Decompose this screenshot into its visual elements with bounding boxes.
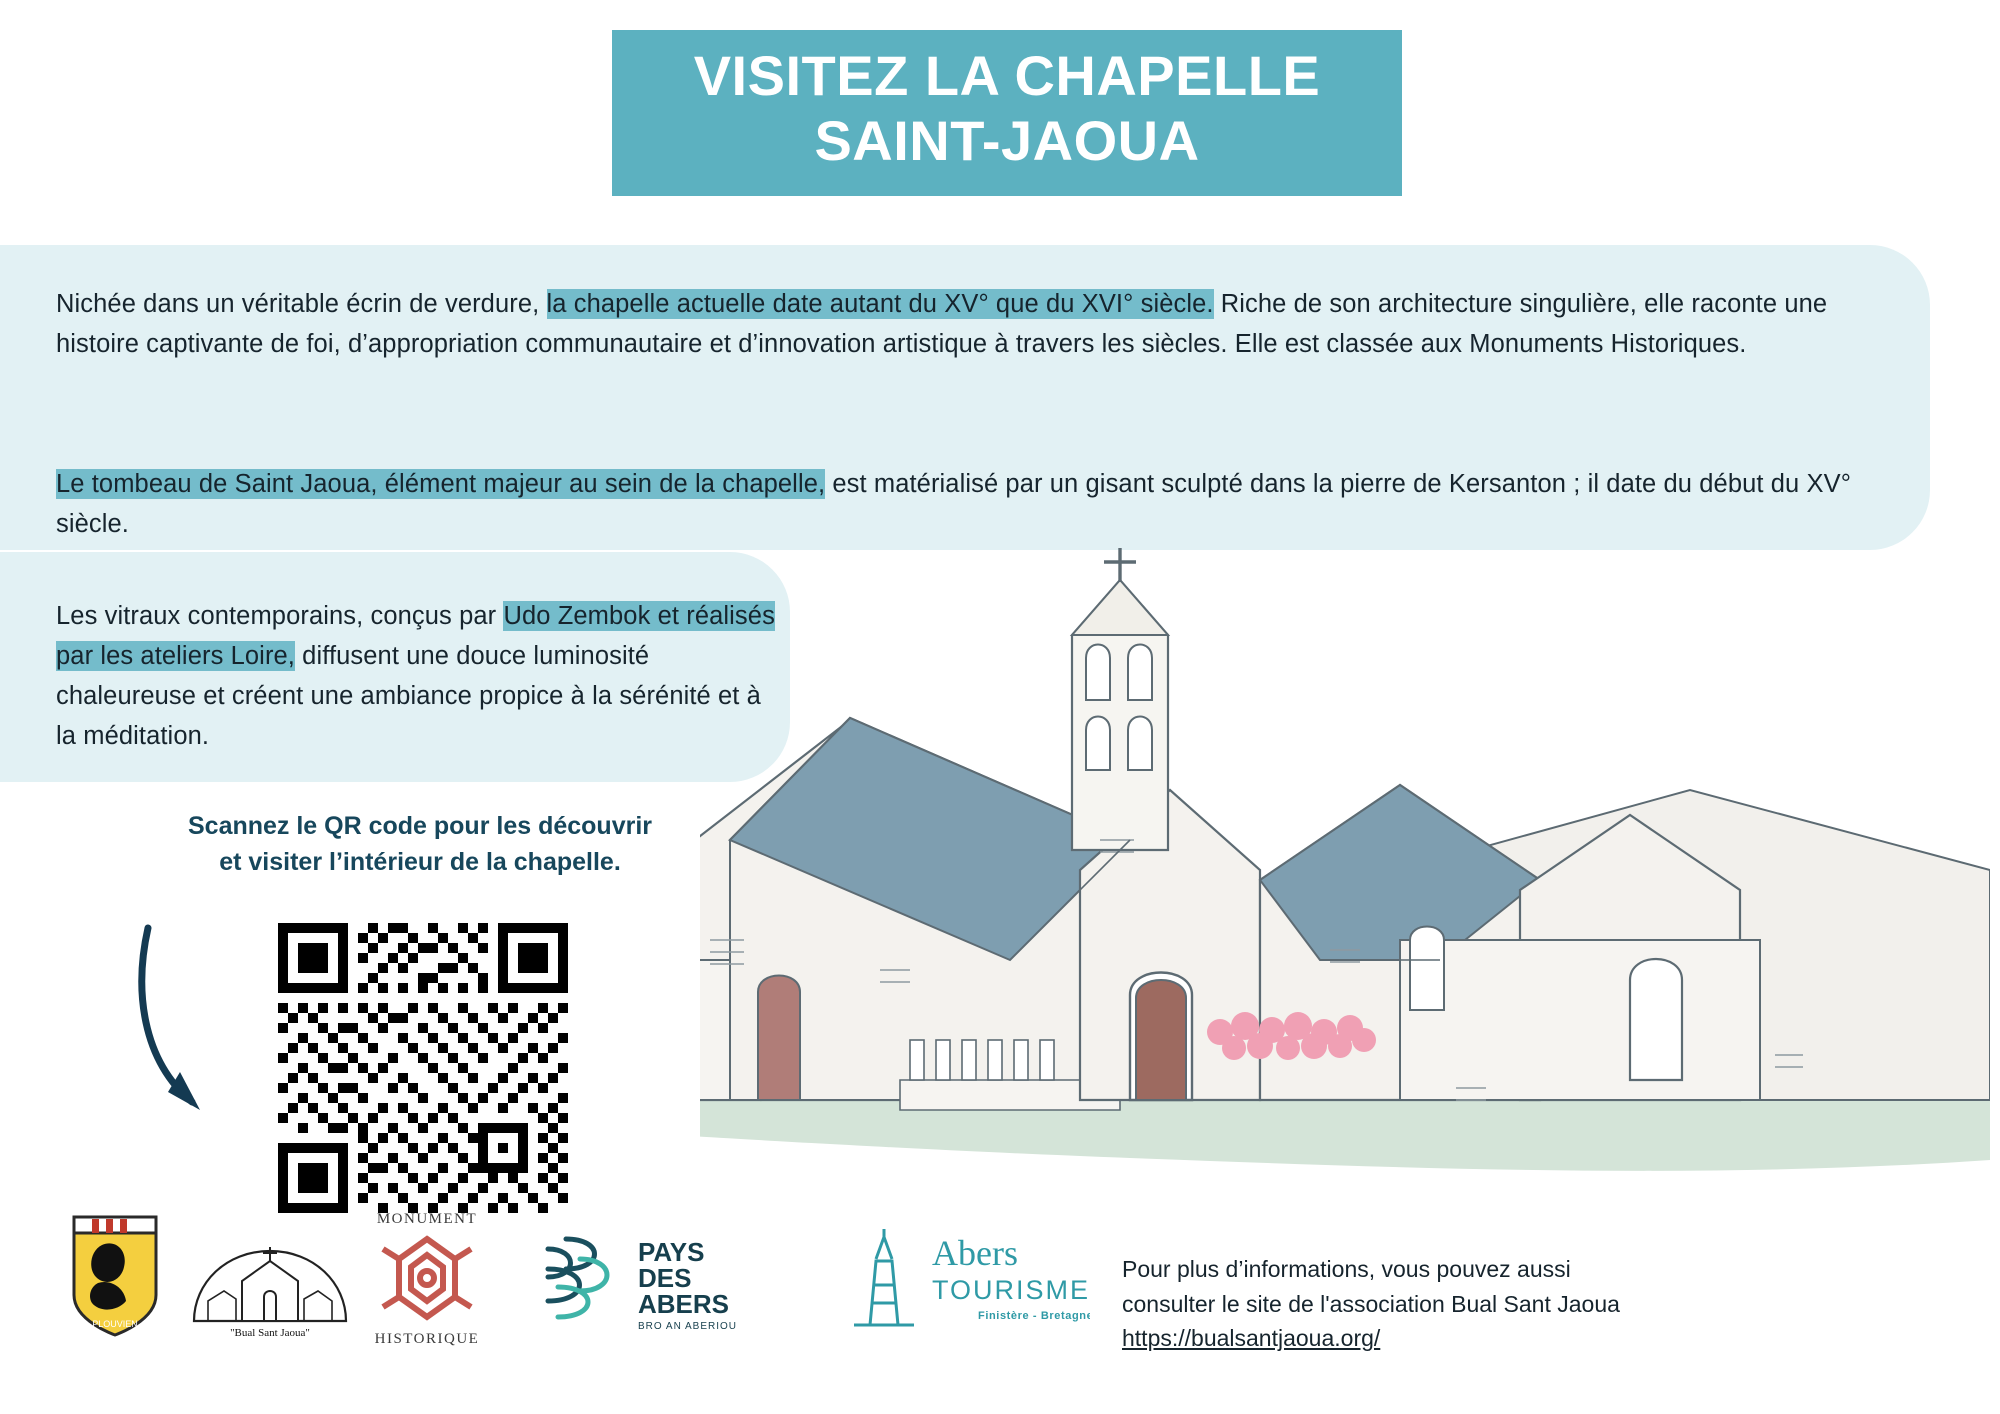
qr-caption-line-1: Scannez le QR code pour les découvrir: [187, 812, 653, 840]
paragraph-history: [56, 284, 1886, 365]
logo-abers-tourisme: [830, 1215, 1090, 1335]
logo-association-bual-sant-jaoua: [190, 1235, 350, 1340]
logo-bual-label: "Bual Sant Jaoua": [230, 1327, 310, 1339]
paragraph-1-part-2: Riche de son architecture singulière, elle raconte une histoire captivante de foi, d’appropriation communautaire et d’innovation artistique à travers les siècles. Elle est classée aux Monuments Historiques.: [56, 289, 1828, 358]
page-title-line-2: SAINT-JAOUA: [814, 108, 1200, 172]
chapel-illustration: [700, 540, 1990, 1180]
paragraph-2-part-2: est matérialisé par un gisant sculpté dans la pierre de Kersanton ; il date du début du XV° siècle.: [56, 469, 1852, 538]
paragraph-3-part-2: diffusent une douce luminosité chaleureuse et créent une ambiance propice à la sérénité et à la méditation.: [56, 641, 761, 751]
logo-monument-historique: [355, 1205, 500, 1350]
paragraph-stained-glass: [56, 596, 776, 757]
logo-pays-label-3: ABERS: [638, 1289, 730, 1319]
footer-website-link[interactable]: https://bualsantjaoua.org/: [1122, 1325, 1381, 1351]
logo-pays-label-4: BRO AN ABERIOU: [638, 1321, 738, 1332]
paragraph-tomb: [56, 464, 1886, 545]
qr-code[interactable]: [278, 923, 568, 1213]
page-title-line-1: VISITEZ LA CHAPELLE: [693, 44, 1321, 107]
paragraph-3-highlight: Udo Zembok et réalisés par les ateliers Loire,: [56, 601, 775, 670]
logo-abers-label-1: Abers: [932, 1233, 1018, 1273]
logo-pays-des-abers: [540, 1225, 790, 1335]
qr-caption-line-2: et visiter l’intérieur de la chapelle.: [219, 848, 621, 877]
paragraph-2-highlight: Le tombeau de Saint Jaoua, élément majeur au sein de la chapelle,: [56, 469, 826, 498]
logo-blason-plouvien: [62, 1205, 168, 1340]
svg-text:PLOUVIEN: PLOUVIEN: [92, 1319, 138, 1329]
logo-monument-label-bottom: HISTORIQUE: [374, 1331, 480, 1347]
logo-abers-label-3: Finistère - Bretagne: [978, 1310, 1090, 1322]
paragraph-1-highlight: la chapelle actuelle date autant du XV° que du XVI° siècle.: [546, 289, 1214, 318]
footer-info-line-2: consulter le site de l'association Bual Sant Jaoua: [1122, 1290, 1620, 1317]
page-title-banner: [612, 30, 1402, 196]
footer-info-line-1: Pour plus d’informations, vous pouvez aussi: [1122, 1256, 1571, 1282]
footer-information: [1122, 1252, 1762, 1356]
logo-pays-label-2: DES: [638, 1263, 692, 1293]
curved-arrow-icon: [130, 920, 280, 1130]
logo-monument-label-top: MONUMENT: [376, 1211, 478, 1227]
logo-abers-label-2: TOURISME: [932, 1275, 1090, 1305]
qr-caption: [110, 808, 730, 881]
paragraph-3-part-1: Les vitraux contemporains, conçus par: [56, 601, 504, 630]
logo-pays-label-1: PAYS: [638, 1237, 705, 1267]
paragraph-1-part-1: Nichée dans un véritable écrin de verdure,: [56, 289, 547, 318]
